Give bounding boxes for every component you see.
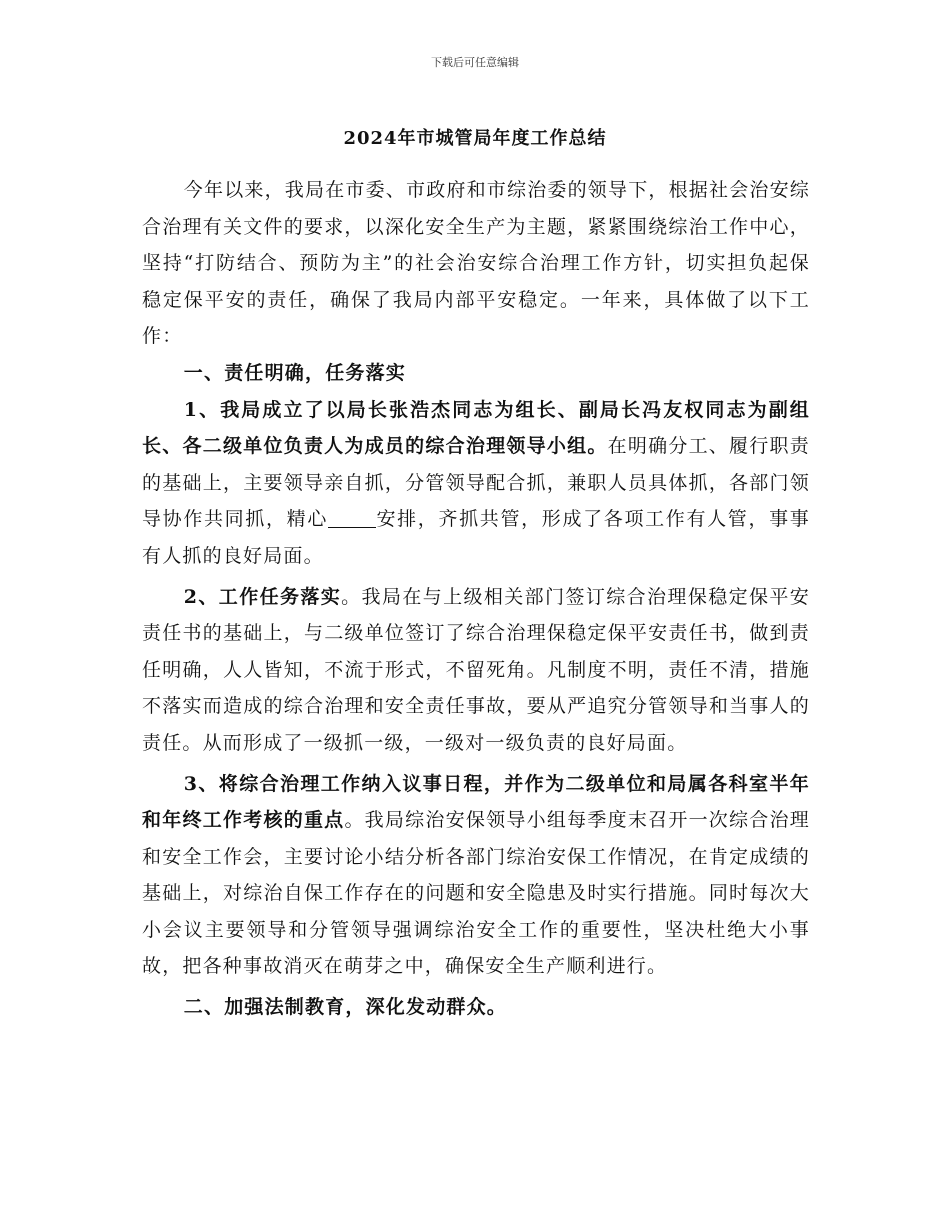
item-3-heading: 3、将综合治理工作纳入议事日程，并作为二级单位和局属各科室半年和年终工作考核的重点 — [142, 772, 810, 832]
header-note: 下载后可任意编辑 — [431, 56, 519, 69]
document-title: 2024年市城管局年度工作总结 — [343, 128, 607, 149]
item-3-paragraph — [142, 766, 810, 986]
section-heading-2: 二、加强法制教育，深化发动群众。 — [183, 996, 507, 1019]
section-heading-1: 一、责任明确，任务落实 — [183, 361, 406, 384]
blank-underline — [328, 508, 376, 528]
item-1-heading: 1、我局成立了以局长张浩杰同志为组长、副局长冯友权同志为副组长、各二级单位负责人为成员的综合治理领导小组。 — [142, 398, 810, 458]
item-3-text: 。我局综治安保领导小组每季度末召开一次综合治理和安全工作会，主要讨论小结分析各部门综治安保工作情况，在肯定成绩的基础上，对综治自保工作存在的问题和安全隐患及时实行措施。同时每次大小会议主要领导和分管领导强调综治安全工作的重要性，坚决杜绝大小事故，把各种事故消灭在萌芽之中，确保安全生产顺利进行。 — [142, 809, 810, 978]
item-2-heading: 2、工作任务落实 — [183, 585, 342, 608]
intro-paragraph: 今年以来，我局在市委、市政府和市综治委的领导下，根据社会治安综合治理有关文件的要求，以深化安全生产为主题，紧紧围绕综治工作中心，坚持“打防结合、预防为主”的社会治安综合治理工作方针，切实担负起保稳定保平安的责任，确保了我局内部平安稳定。一年来，具体做了以下工作： — [142, 179, 810, 348]
item-1-text-a: 在明确分工、履行职责的基础上，主要领导亲自抓，分管领导配合抓，兼职人员具体抓，各部门领导协作共同抓，精心 — [142, 435, 810, 531]
item-2-text: 。我局在与上级相关部门签订综合治理保稳定保平安责任书的基础上，与二级单位签订了综合治理保稳定保平安责任书，做到责任明确，人人皆知，不流于形式，不留死角。凡制度不明，责任不清，措施不落实而造成的综合治理和安全责任事故，要从严追究分管领导和当事人的责任。从而形成了一级抓一级，一级对一级负责的良好局面。 — [142, 585, 810, 754]
document-body — [142, 172, 810, 1026]
item-2-paragraph — [142, 579, 810, 762]
item-1-paragraph — [142, 392, 810, 575]
item-1-text-b: 安排，齐抓共管，形成了各项工作有人管，事事有人抓的良好局面。 — [142, 508, 810, 567]
